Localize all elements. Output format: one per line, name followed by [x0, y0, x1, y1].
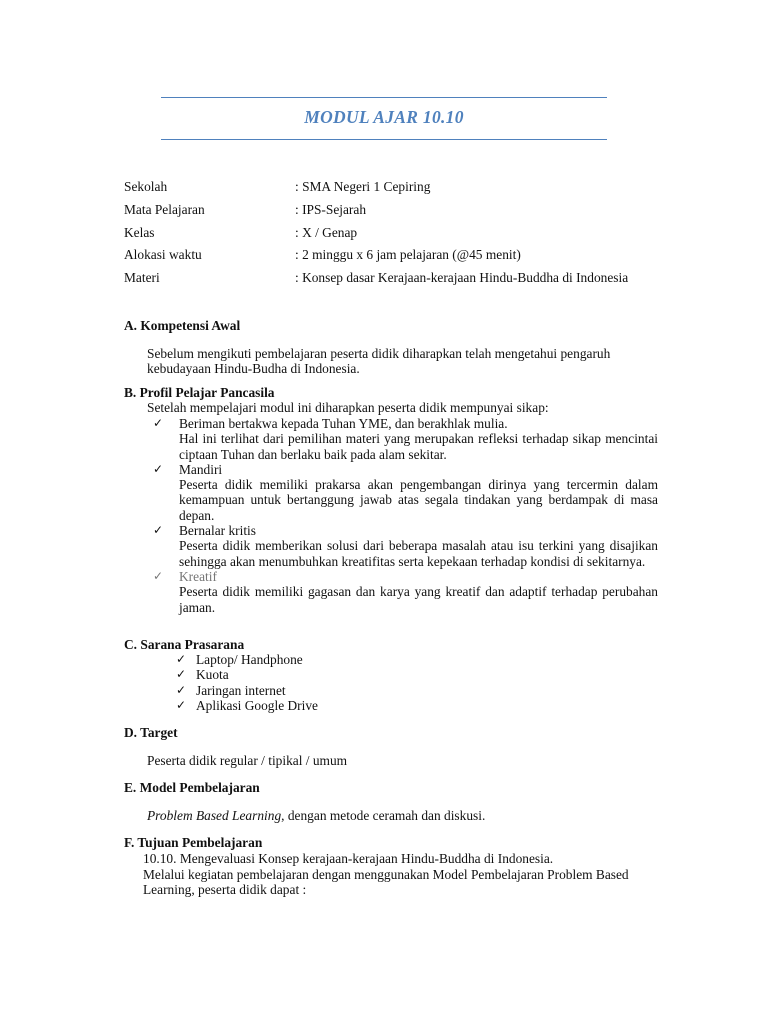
facility-item: [176, 667, 476, 682]
profile-item-title: Kreatif: [179, 568, 217, 584]
info-label-alokasi: Alokasi waktu: [124, 247, 202, 262]
section-f-heading: F. Tujuan Pembelajaran: [124, 835, 263, 850]
section-b-heading: B. Profil Pelajar Pancasila: [124, 385, 275, 400]
section-a-heading: A. Kompetensi Awal: [124, 318, 241, 333]
info-label-sekolah: Sekolah: [124, 179, 168, 194]
section-d-heading: D. Target: [124, 725, 178, 740]
check-icon: ✓: [153, 568, 164, 583]
info-value-mapel: : IPS-Sejarah: [295, 202, 367, 217]
page-title: MODUL AJAR 10.10: [304, 107, 464, 127]
profile-item-desc: Hal ini terlihat dari pemilihan materi yang merupakan refleksi terhadap sikap mencintai ciptaan Tuhan dan berlaku baik pada alam sekitar.: [179, 431, 658, 462]
facility-item-label: Kuota: [196, 667, 229, 683]
section-e-text: [147, 808, 485, 824]
profile-item-title: Mandiri: [179, 461, 223, 477]
facility-item-label: Jaringan internet: [196, 682, 286, 698]
check-icon: ✓: [176, 697, 187, 712]
check-icon: ✓: [176, 667, 187, 682]
profile-item-desc: Peserta didik memiliki gagasan dan karya yang kreatif dan adaptif terhadap perubahan jaman.: [179, 584, 658, 615]
check-icon: ✓: [153, 416, 164, 430]
profile-item-title: Bernalar kritis: [179, 523, 256, 539]
profile-item-desc: Peserta didik memiliki prakarsa akan pengembangan dirinya yang tercermin dalam kemampuan untuk bertanggung jawab atas segala tindakan yang berdampak di masa depan.: [179, 477, 658, 523]
facility-item: [176, 683, 476, 698]
facility-list: [176, 652, 476, 713]
info-value-sekolah: : SMA Negeri 1 Cepiring: [295, 179, 431, 194]
model-method: , dengan metode ceramah dan diskusi.: [281, 808, 486, 823]
check-icon: ✓: [176, 682, 187, 697]
section-f-line2: Melalui kegiatan pembelajaran dengan menggunakan Model Pembelajaran Problem Based Learning, peserta didik dapat :: [143, 867, 629, 898]
section-e-heading: E. Model Pembelajaran: [124, 780, 260, 795]
section-d-text: Peserta didik regular / tipikal / umum: [147, 753, 348, 768]
section-c-heading: C. Sarana Prasarana: [124, 637, 245, 652]
facility-item: [176, 652, 476, 667]
title-bottom-rule: [161, 139, 607, 140]
model-name: Problem Based Learning: [147, 808, 282, 823]
section-f-line1: 10.10. Mengevaluasi Konsep kerajaan-kerajaan Hindu-Buddha di Indonesia.: [143, 851, 554, 866]
check-icon: ✓: [176, 652, 187, 666]
section-a-text: Sebelum mengikuti pembelajaran peserta didik diharapkan telah mengetahui pengaruh kebudayaan Hindu-Budha di Indonesia.: [147, 346, 611, 377]
profile-item-desc: Peserta didik memberikan solusi dari beberapa masalah atau isu terkini yang disajikan sehingga akan menumbuhkan kreatifitas serta kepekaan terhadap kondisi di sekitarnya.: [179, 538, 658, 569]
section-b-intro: Setelah mempelajari modul ini diharapkan peserta didik mempunyai sikap:: [147, 400, 549, 415]
info-label-mapel: Mata Pelajaran: [124, 202, 205, 217]
info-label-materi: Materi: [124, 270, 160, 285]
profile-item-title: Beriman bertakwa kepada Tuhan YME, dan berakhlak mulia.: [179, 416, 508, 431]
info-value-alokasi: : 2 minggu x 6 jam pelajaran (@45 menit): [295, 247, 521, 262]
profile-item: [153, 462, 658, 523]
profile-item: [153, 523, 658, 569]
check-icon: ✓: [153, 523, 164, 538]
info-value-kelas: : X / Genap: [295, 225, 358, 240]
profile-item: [153, 569, 658, 615]
facility-item-label: Aplikasi Google Drive: [196, 697, 318, 713]
info-value-materi: : Konsep dasar Kerajaan-kerajaan Hindu-Buddha di Indonesia: [295, 270, 629, 285]
info-label-kelas: Kelas: [124, 225, 155, 240]
check-icon: ✓: [153, 461, 164, 476]
facility-item-label: Laptop/ Handphone: [196, 652, 303, 667]
facility-item: [176, 698, 476, 713]
title-top-rule: [161, 97, 607, 98]
profile-item: [153, 416, 658, 462]
profile-list: [153, 416, 658, 615]
